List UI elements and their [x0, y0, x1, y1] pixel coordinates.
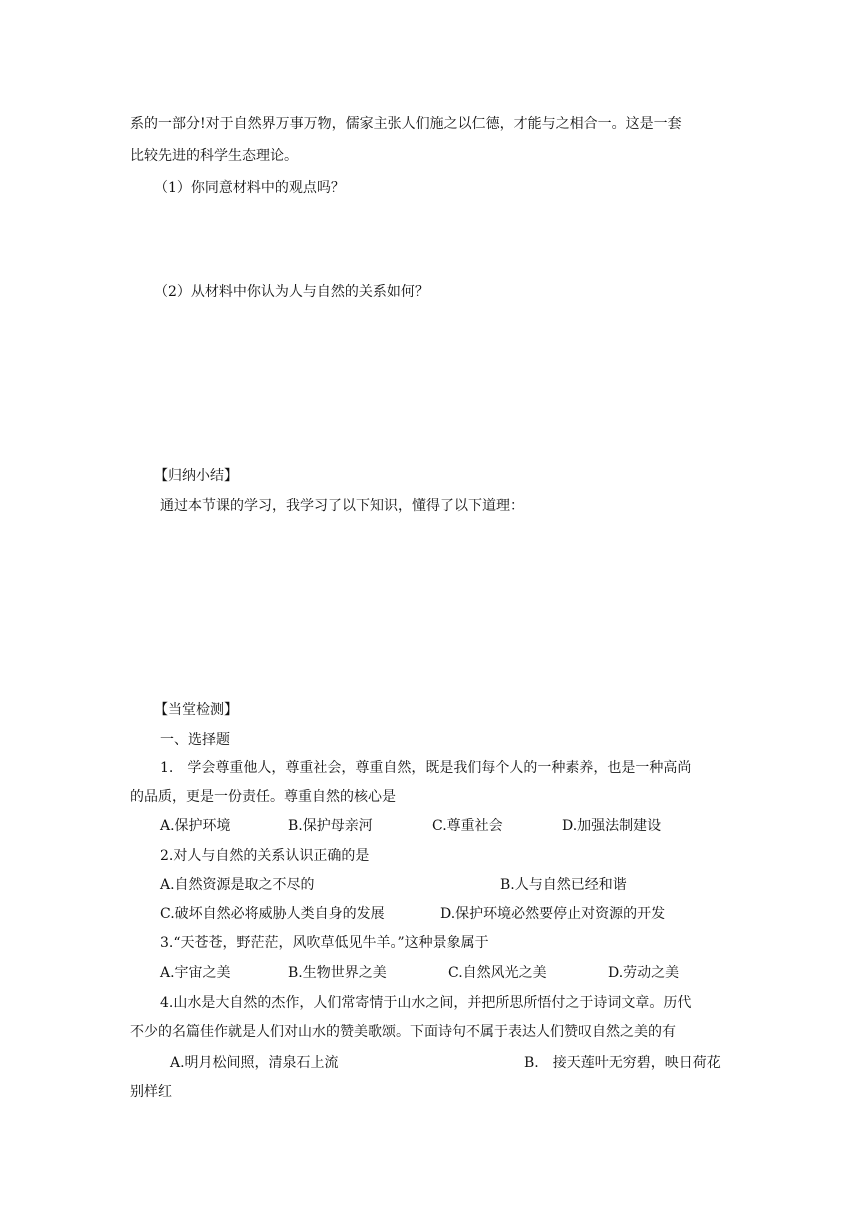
- question-2-option-a: A.自然资源是取之不尽的: [160, 877, 315, 893]
- question-4-line-2: 不少的名篇佳作就是人们对山水的赞美歌颂。下面诗句不属于表达人们赞叹自然之美的有: [130, 1024, 676, 1040]
- material-paragraph-line-2: 比较先进的科学生态理论。: [130, 148, 298, 164]
- test-section-title: 一、选择题: [160, 732, 230, 748]
- question-4-option-a: A.明月松间照，清泉石上流: [170, 1055, 339, 1071]
- question-4-option-b: B. 接天莲叶无穷碧，映日荷花: [524, 1055, 721, 1071]
- material-question-2: （2）从材料中你认为人与自然的关系如何？: [154, 284, 429, 300]
- question-3-line-1: 3.“天苍苍，野茫茫，风吹草低见牛羊。”这种景象属于: [160, 935, 489, 951]
- question-4-line-1: 4.山水是大自然的杰作，人们常寄情于山水之间，并把所思所悟付之于诗词文章。历代: [160, 995, 692, 1011]
- test-heading: 【当堂检测】: [154, 702, 238, 718]
- question-3-option-c: C.自然风光之美: [448, 965, 547, 981]
- material-paragraph-line-1: 系的一部分!对于自然界万事万物，儒家主张人们施之以仁德，才能与之相合一。这是一套: [130, 116, 682, 132]
- question-1-option-a: A.保护环境: [160, 818, 231, 834]
- question-3-option-a: A.宇宙之美: [160, 965, 231, 981]
- question-1-option-b: B.保护母亲河: [288, 818, 373, 834]
- question-3-option-d: D.劳动之美: [608, 965, 680, 981]
- question-3-option-b: B.生物世界之美: [288, 965, 387, 981]
- summary-prompt: 通过本节课的学习，我学习了以下知识，懂得了以下道理：: [160, 498, 524, 514]
- question-4-option-b-continuation: 别样红: [130, 1084, 172, 1100]
- question-2-line-1: 2.对人与自然的关系认识正确的是: [160, 848, 370, 864]
- summary-heading: 【归纳小结】: [154, 468, 238, 484]
- question-2-option-b: B.人与自然已经和谐: [500, 877, 627, 893]
- question-1-option-d: D.加强法制建设: [562, 818, 662, 834]
- material-question-1: （1）你同意材料中的观点吗？: [154, 180, 345, 196]
- question-2-option-c: C.破坏自然必将威胁人类自身的发展: [160, 906, 385, 922]
- question-1-option-c: C.尊重社会: [432, 818, 503, 834]
- question-1-line-2: 的品质，更是一份责任。尊重自然的核心是: [130, 789, 396, 805]
- question-1-line-1: 1. 学会尊重他人，尊重社会，尊重自然，既是我们每个人的一种素养，也是一种高尚: [160, 760, 692, 776]
- question-2-option-d: D.保护环境必然要停止对资源的开发: [440, 906, 666, 922]
